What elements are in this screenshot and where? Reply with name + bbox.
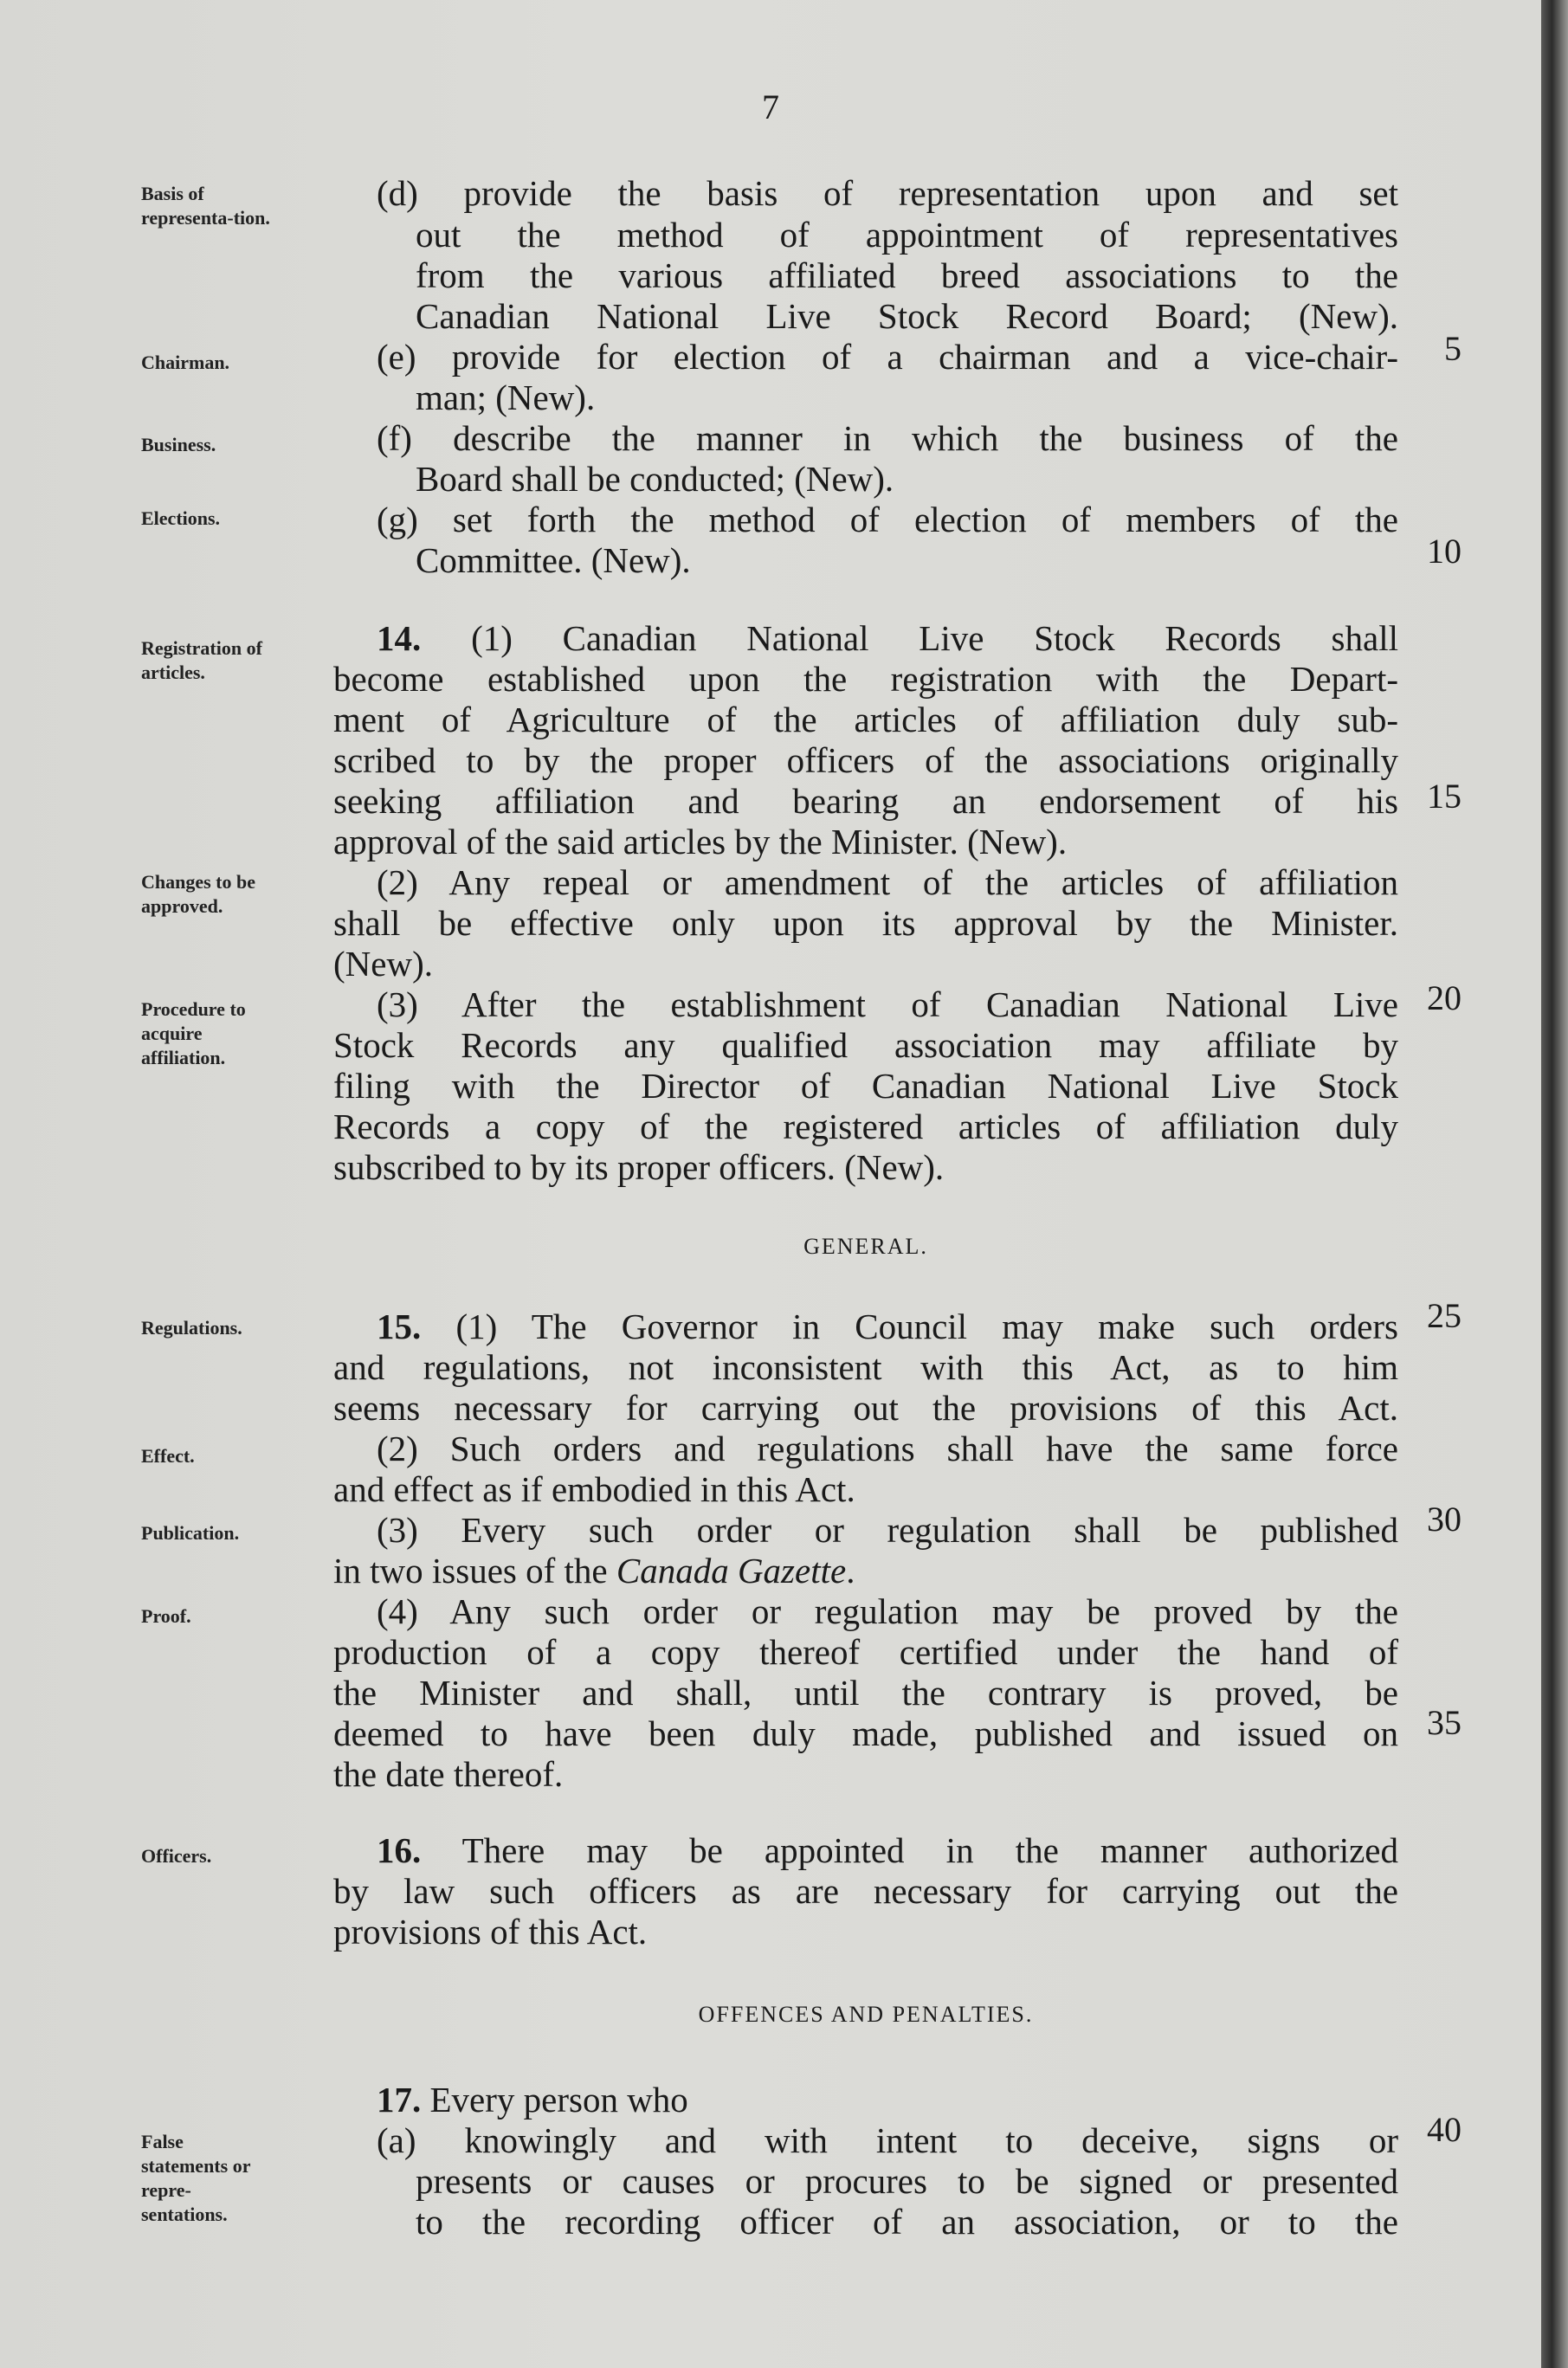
text-line: approval of the said articles by the Minister. (New). bbox=[333, 822, 1068, 861]
text-line: Committee. (New). bbox=[416, 540, 691, 580]
text-line: provisions of this Act. bbox=[333, 1912, 648, 1952]
text-line: (f) describe the manner in which the business of the bbox=[377, 418, 1398, 458]
text-line: and regulations, not inconsistent with this Act, as to him bbox=[333, 1347, 1398, 1387]
page-number: 7 bbox=[762, 87, 779, 126]
text-line: shall be effective only upon its approval by the Minister. bbox=[333, 903, 1398, 943]
text-line: ment of Agriculture of the articles of affiliation duly sub- bbox=[333, 700, 1398, 739]
line-number: 20 bbox=[1427, 978, 1462, 1017]
text-line: become established upon the registration with the Depart- bbox=[333, 659, 1398, 699]
margin-note-procedure: Procedure to acquire affiliation. bbox=[141, 998, 246, 1068]
section-number: 16. bbox=[377, 1830, 422, 1870]
text-line: presents or causes or procures to be signed or presented bbox=[416, 2161, 1398, 2201]
margin-note-basis: Basis of representa-tion. bbox=[141, 183, 270, 229]
margin-note-regulations: Regulations. bbox=[141, 1317, 242, 1339]
line-number: 30 bbox=[1427, 1500, 1462, 1539]
heading-offences: OFFENCES AND PENALTIES. bbox=[698, 2002, 1034, 2027]
line-number: 40 bbox=[1427, 2110, 1462, 2149]
text-line: (3) Every such order or regulation shall be published bbox=[377, 1510, 1398, 1550]
margin-note-false-statements: False statements or repre-sentations. bbox=[141, 2131, 251, 2225]
margin-note-officers: Officers. bbox=[141, 1845, 212, 1867]
margin-note-business: Business. bbox=[141, 434, 216, 455]
text-line: to the recording officer of an association, or to the bbox=[416, 2202, 1398, 2242]
text-line: Records a copy of the registered articles of affiliation duly bbox=[333, 1107, 1398, 1146]
margin-note-proof: Proof. bbox=[141, 1605, 191, 1627]
text-line: and effect as if embodied in this Act. bbox=[333, 1469, 855, 1509]
margin-note-publication: Publication. bbox=[141, 1522, 240, 1544]
text-line: man; (New). bbox=[416, 377, 596, 417]
text-line: (2) Any repeal or amendment of the articles of affiliation bbox=[377, 862, 1398, 902]
margin-note-chairman: Chairman. bbox=[141, 352, 230, 373]
section-number: 15. bbox=[377, 1307, 422, 1346]
text-line: Canadian National Live Stock Record Board; (New). bbox=[416, 296, 1398, 336]
section-17-line: 17. Every person who bbox=[377, 2080, 688, 2120]
text-line: subscribed to by its proper officers. (New). bbox=[333, 1147, 945, 1187]
text-line: scribed to by the proper officers of the associations originally bbox=[333, 740, 1398, 780]
section-15-line: 15. (1) The Governor in Council may make such orders bbox=[377, 1307, 1398, 1346]
heading-general: GENERAL. bbox=[803, 1234, 928, 1259]
margin-note-elections: Elections. bbox=[141, 507, 221, 529]
section-number: 14. bbox=[377, 618, 422, 658]
margin-note-registration: Registration of articles. bbox=[141, 637, 262, 683]
text-line: Stock Records any qualified association may affiliate by bbox=[333, 1025, 1398, 1065]
margin-note-changes: Changes to be approved. bbox=[141, 871, 256, 917]
line-number: 15 bbox=[1427, 777, 1462, 816]
text-line: (a) knowingly and with intent to deceive, signs or bbox=[377, 2120, 1398, 2160]
text-line: (g) set forth the method of election of members of the bbox=[377, 500, 1398, 539]
page-edge bbox=[1541, 0, 1568, 2368]
line-number: 25 bbox=[1427, 1296, 1462, 1335]
text-line: filing with the Director of Canadian National Live Stock bbox=[333, 1066, 1398, 1106]
text-line: from the various affiliated breed associations to the bbox=[416, 255, 1398, 295]
margin-note-effect: Effect. bbox=[141, 1445, 195, 1467]
text-line: out the method of appointment of representatives bbox=[416, 215, 1398, 255]
text-line: seeking affiliation and bearing an endorsement of his bbox=[333, 781, 1398, 821]
canada-gazette: Canada Gazette bbox=[616, 1551, 847, 1590]
text-line: by law such officers as are necessary for carrying out the bbox=[333, 1871, 1398, 1911]
section-number: 17. bbox=[377, 2080, 422, 2120]
section-16-line: 16. There may be appointed in the manner authorized bbox=[377, 1830, 1398, 1870]
text-line: production of a copy thereof certified under the hand of bbox=[333, 1632, 1398, 1672]
text-line: the date thereof. bbox=[333, 1754, 564, 1794]
text-line: the Minister and shall, until the contrary is proved, be bbox=[333, 1673, 1398, 1713]
text-line: deemed to have been duly made, published and issued on bbox=[333, 1713, 1398, 1753]
text-line: (4) Any such order or regulation may be proved by the bbox=[377, 1591, 1398, 1631]
line-number: 5 bbox=[1444, 329, 1462, 368]
line-number: 35 bbox=[1427, 1703, 1462, 1742]
text-line: (New). bbox=[333, 944, 433, 984]
text-line: in two issues of the Canada Gazette. bbox=[333, 1551, 855, 1590]
text-line: (e) provide for election of a chairman and a vice-chair- bbox=[377, 337, 1398, 377]
text-line: (3) After the establishment of Canadian National Live bbox=[377, 984, 1398, 1024]
section-14-line: 14. (1) Canadian National Live Stock Records shall bbox=[377, 618, 1398, 658]
line-number: 10 bbox=[1427, 532, 1462, 571]
text-line: (2) Such orders and regulations shall have the same force bbox=[377, 1429, 1398, 1468]
text-line: Board shall be conducted; (New). bbox=[416, 459, 894, 499]
text-line: seems necessary for carrying out the provisions of this Act. bbox=[333, 1388, 1398, 1428]
text-line: (d) provide the basis of representation upon and set bbox=[377, 173, 1398, 213]
